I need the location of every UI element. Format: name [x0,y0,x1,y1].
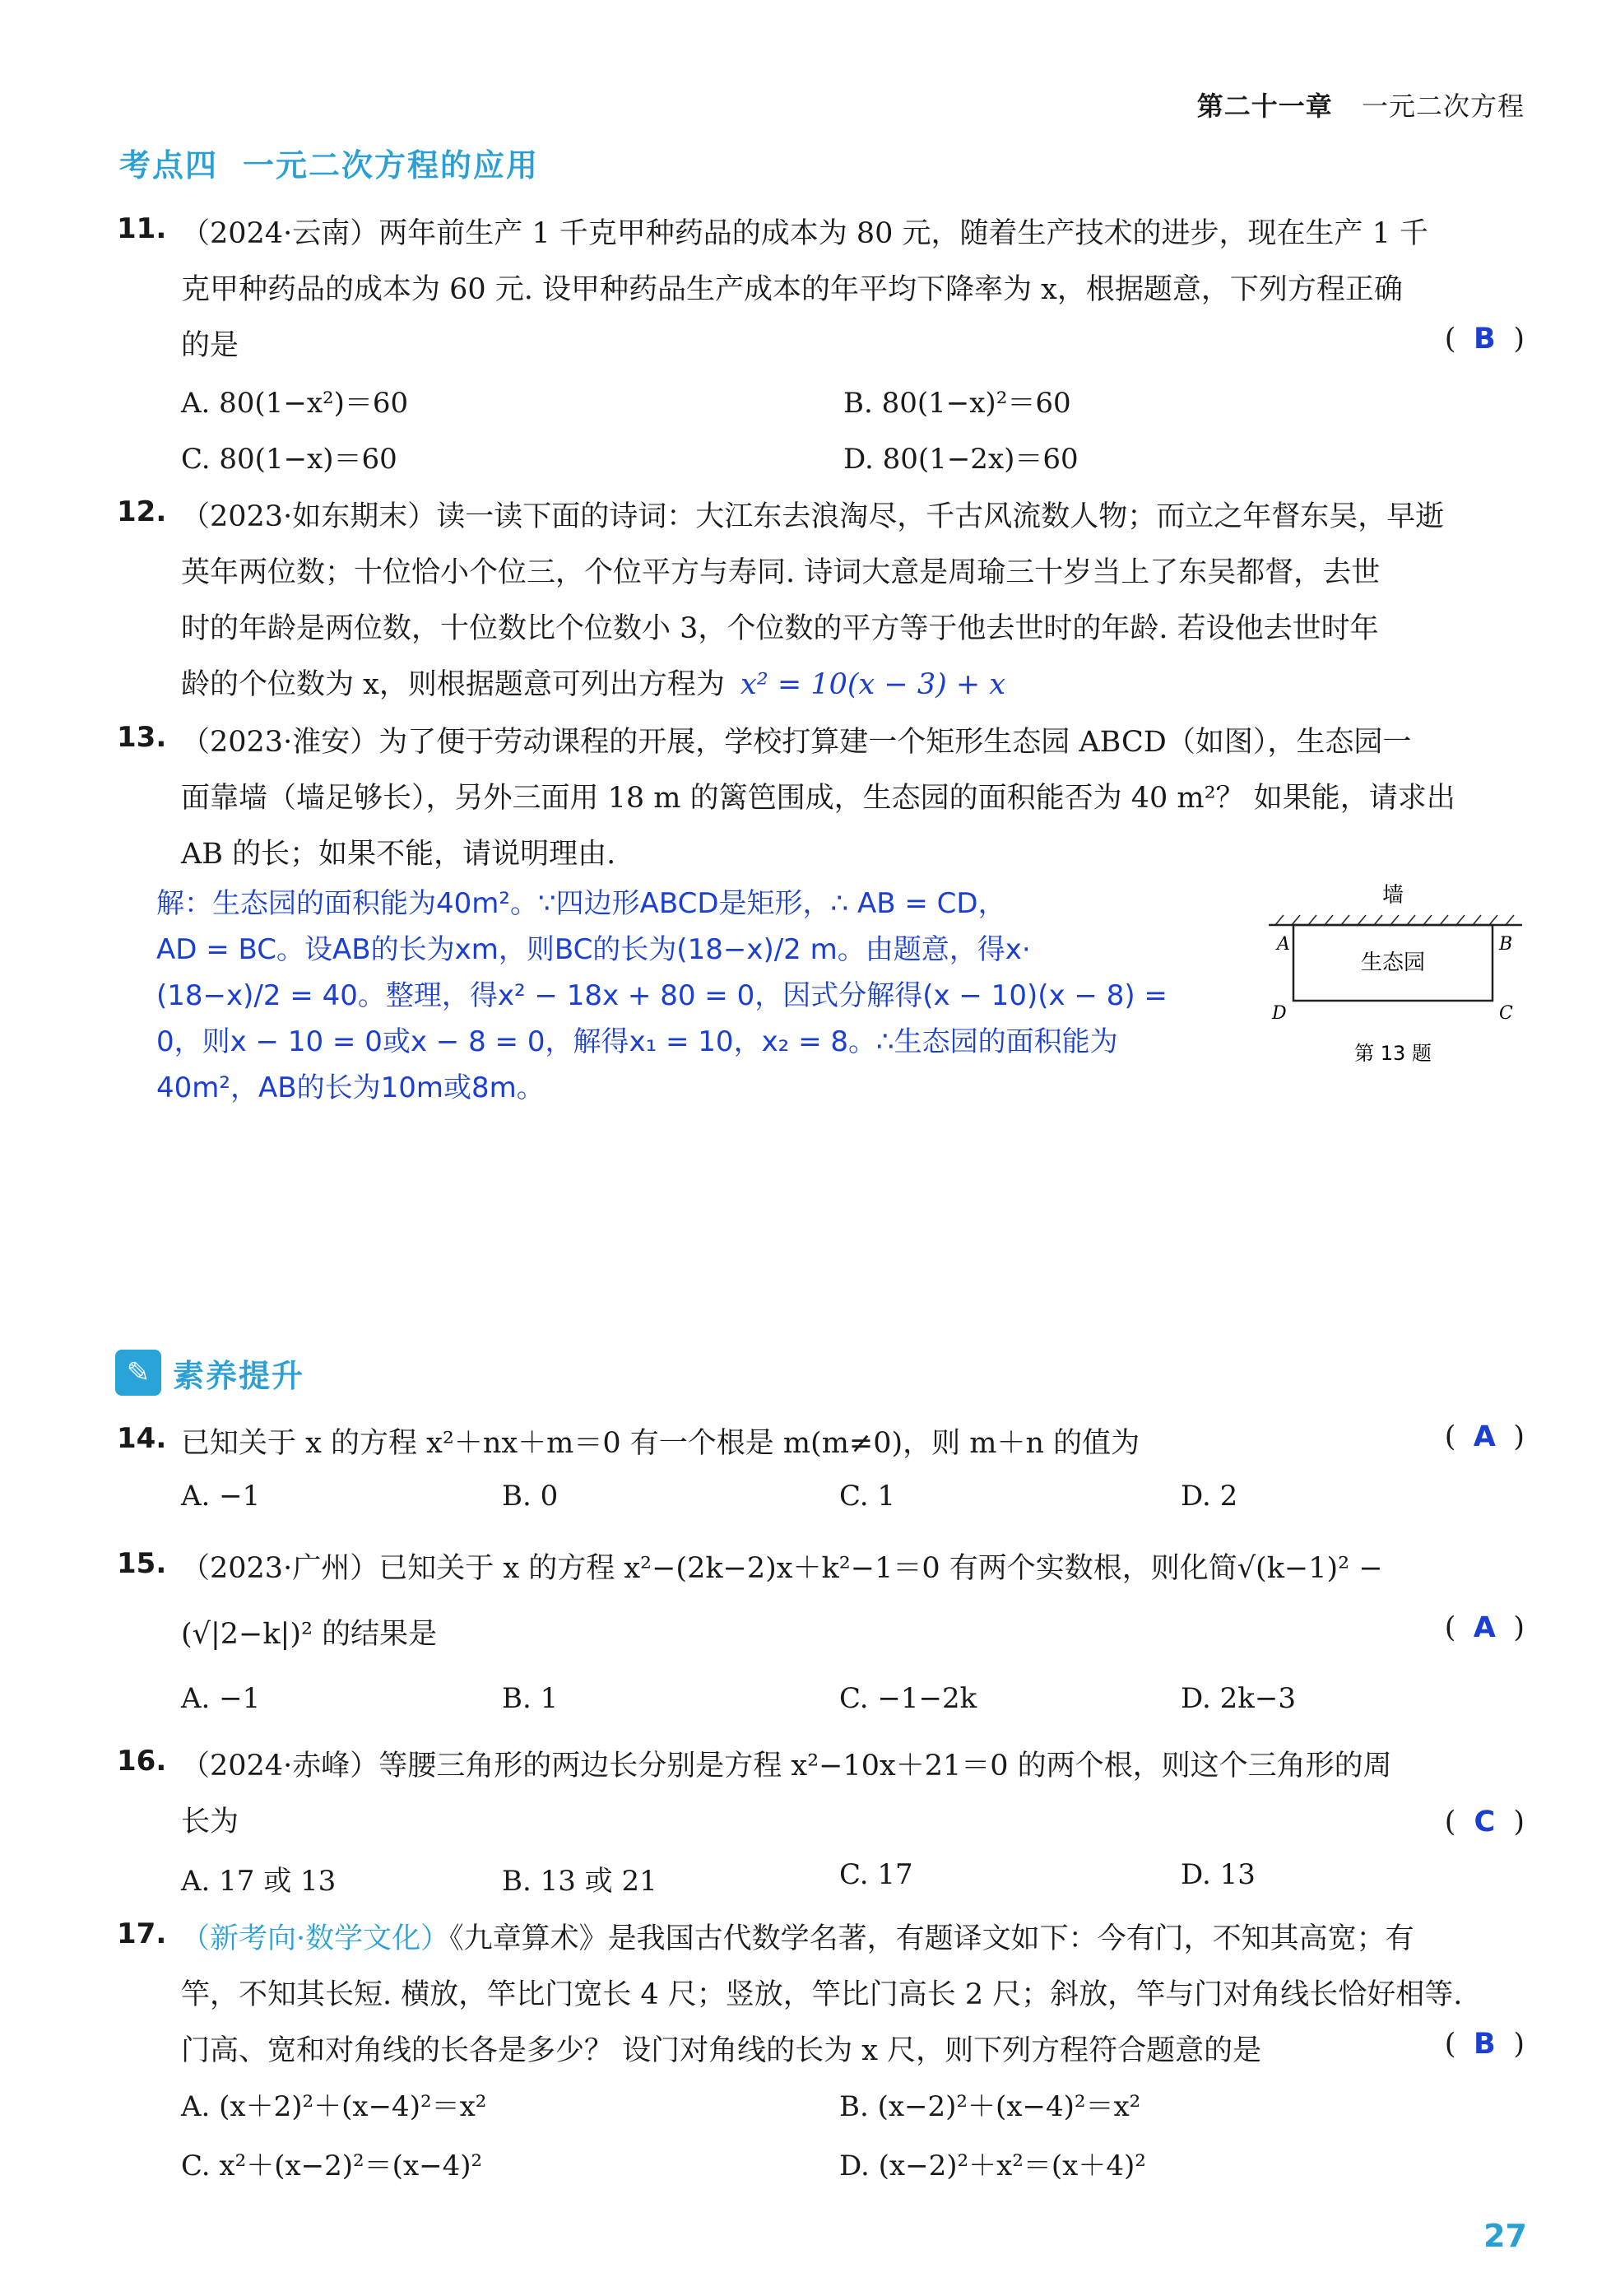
option-d: D. 2 [1181,1480,1238,1513]
question-number: 15. [117,1547,167,1580]
section-label: 考点四 [119,147,219,184]
wall-label: 墙 [1381,883,1404,908]
topic-tag: （新考向·数学文化） [181,1922,450,1955]
garden-svg [1259,881,1530,1078]
question-text-line: 竿，不知其长短. 横放，竿比门宽长 4 尺；竖放，竿比门高长 2 尺；斜放，竿与门对角线长恰好相等. [181,1978,1463,2011]
question-text-line [181,1916,1414,1957]
answer-bracket: ( C ) [1444,1806,1525,1838]
question-text-line: 面靠墙（墙足够长），另外三面用 18 m 的篱笆围成，生态园的面积能否为 40 m²？ 如果能，请求出 [181,782,1455,815]
question-number: 13. [117,721,167,754]
vertex-b: B [1499,934,1513,955]
answer-letter: C [1474,1806,1496,1838]
wall-hatching [1275,915,1514,925]
question-text-line: （2024·赤峰）等腰三角形的两边长分别是方程 x²−10x＋21＝0 的两个根，则这个三角形的周 [181,1750,1392,1782]
question-text: 《九章算术》是我国古代数学名著，有题译文如下：今有门，不知其高宽；有 [449,1922,1414,1955]
pencil-icon: ✎ [115,1350,161,1396]
option-c: C. x²＋(x−2)²＝(x−4)² [181,2150,483,2182]
figure-garden-diagram [1259,881,1530,1078]
solution-line: AD = BC。设AB的长为xm，则BC的长为(18−x)/2 m。由题意，得x· [156,933,1031,966]
handwritten-answer: x² = 10(x − 3) + x [740,668,1006,701]
page-number: 27 [1483,2218,1527,2254]
question-text-line: （2023·如东期末）读一读下面的诗词：大江东去浪淘尽，千古风流数人物；而立之年督东吴，早逝 [181,500,1445,533]
answer-letter: B [1474,323,1496,356]
solution-line: 0，则x − 10 = 0或x − 8 = 0，解得x₁ = 10，x₂ = 8。∴生态园的面积能为 [156,1025,1118,1058]
figure-caption: 第 13 题 [1354,1042,1432,1065]
answer-letter: A [1473,1611,1496,1644]
question-text-line: 英年两位数；十位恰小个位三，个位平方与寿同. 诗词大意是周瑜三十岁当上了东吴都督，去世 [181,556,1381,589]
option-a: A. 80(1−x²)＝60 [181,387,409,420]
question-number: 14. [117,1422,167,1455]
answer-bracket: ( A ) [1444,1420,1525,1453]
garden-label: 生态园 [1360,950,1426,975]
option-c: C. −1−2k [839,1682,977,1715]
chapter-title: 一元二次方程 [1361,91,1525,122]
option-d: D. 2k−3 [1181,1682,1297,1715]
question-text-line: (√|2−k|)² 的结果是 [181,1618,438,1651]
question-text-line: 的是 [181,329,239,362]
option-c: C. 1 [839,1480,896,1513]
section-title-improvement [115,1350,304,1396]
section-title-application [119,140,539,185]
question-text-line: AB 的长；如果不能，请说明理由. [181,838,616,871]
question-text-line: 门高、宽和对角线的长各是多少？ 设门对角线的长为 x 尺，则下列方程符合题意的是 [181,2034,1262,2067]
question-text-line [181,662,1005,703]
section-name: 一元二次方程的应用 [243,147,540,184]
option-a: A. 17 或 13 [181,1865,337,1898]
option-d: D. 13 [1181,1858,1256,1891]
vertex-c: C [1499,1003,1513,1024]
option-b: B. 13 或 21 [502,1865,657,1898]
option-c: C. 17 [839,1858,913,1891]
question-number: 16. [117,1745,167,1778]
question-text-line: 克甲种药品的成本为 60 元. 设甲种药品生产成本的年平均下降率为 x，根据题意，下列方程正确 [181,273,1403,306]
question-number: 17. [117,1917,167,1950]
answer-bracket: ( A ) [1444,1611,1525,1644]
section-name: 素养提升 [173,1357,305,1394]
option-b: B. (x−2)²＋(x−4)²＝x² [839,2090,1141,2123]
option-b: B. 80(1−x)²＝60 [843,387,1071,420]
solution-line: 解：生态园的面积能为40m²。∵四边形ABCD是矩形，∴ AB = CD， [156,887,1006,920]
answer-bracket: ( B ) [1444,323,1525,356]
option-a: A. −1 [181,1682,261,1715]
question-text-line: 已知关于 x 的方程 x²＋nx＋m＝0 有一个根是 m(m≠0)，则 m＋n 的值为 [181,1427,1140,1460]
option-d: D. (x−2)²＋x²＝(x＋4)² [839,2150,1146,2182]
solution-line: 40m²，AB的长为10m或8m。 [156,1071,545,1104]
answer-letter: A [1473,1420,1496,1453]
question-number: 11. [117,212,167,245]
option-b: B. 1 [502,1682,559,1715]
answer-bracket: ( B ) [1444,2028,1525,2061]
question-text: 龄的个位数为 x，则根据题意可列出方程为 [181,668,725,701]
chapter-number: 第二十一章 [1196,91,1333,122]
option-c: C. 80(1−x)＝60 [181,443,397,476]
vertex-a: A [1277,934,1290,955]
option-a: A. (x＋2)²＋(x−4)²＝x² [181,2090,487,2123]
running-header [1197,86,1525,123]
question-number: 12. [117,495,167,528]
option-a: A. −1 [181,1480,261,1513]
question-text-line: （2023·淮安）为了便于劳动课程的开展，学校打算建一个矩形生态园 ABCD（如图），生态园一 [181,726,1412,759]
question-text-line: 长为 [181,1806,239,1838]
question-text-line: （2023·广州）已知关于 x 的方程 x²−(2k−2)x＋k²−1＝0 有两个实数根，则化简√(k−1)² − [181,1552,1383,1585]
answer-letter: B [1474,2028,1496,2061]
option-b: B. 0 [502,1480,559,1513]
option-d: D. 80(1−2x)＝60 [843,443,1079,476]
question-text-line: 时的年龄是两位数，十位数比个位数小 3，个位数的平方等于他去世时的年龄. 若设他去世时年 [181,612,1379,645]
vertex-d: D [1272,1003,1287,1024]
question-text-line: （2024·云南）两年前生产 1 千克甲种药品的成本为 80 元，随着生产技术的进步，现在生产 1 千 [181,217,1429,250]
solution-line: (18−x)/2 = 40。整理，得x² − 18x + 80 = 0，因式分解得(x − 10)(x − 8) = [156,979,1168,1012]
